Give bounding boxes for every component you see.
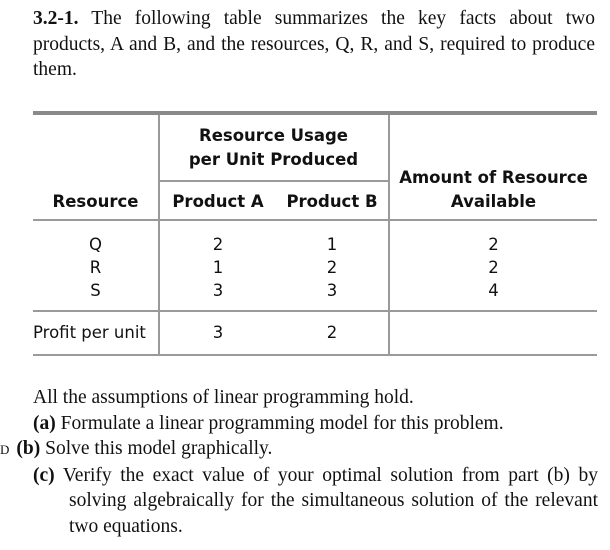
- problem-intro: [33, 6, 595, 83]
- header-product-b: Product B: [286, 192, 378, 211]
- part-b-label: (b): [16, 438, 41, 459]
- row-r-resource: R: [89, 258, 102, 277]
- part-a: [33, 411, 598, 437]
- problem-number: 3.2-1.: [33, 8, 79, 29]
- part-b-text: Solve this model graphically.: [45, 438, 273, 459]
- row-r-available: 2: [488, 258, 499, 277]
- part-c: [33, 463, 598, 540]
- header-resource-usage-line1: Resource Usage: [198, 126, 348, 145]
- table-top-rule: [33, 111, 597, 115]
- row-s-available: 4: [488, 281, 499, 300]
- questions: [0, 385, 598, 539]
- row-r-product-a: 1: [212, 258, 224, 277]
- header-resource-usage-line2: per Unit Produced: [188, 150, 359, 169]
- part-c-label: (c): [33, 464, 55, 486]
- row-r-product-b: 2: [326, 258, 338, 277]
- profit-top-line: [33, 310, 597, 312]
- profit-product-b: 2: [326, 323, 338, 342]
- profit-label: Profit per unit: [33, 323, 146, 342]
- problem-intro-text: The following table summarizes the key facts about two products, A and B, and the resources, Q, R, and S, required to produce them.: [33, 8, 595, 80]
- assumptions-text: All the assumptions of linear programming hold.: [33, 387, 414, 408]
- part-a-label: (a): [33, 412, 56, 434]
- row-s-resource: S: [90, 281, 101, 300]
- header-bottom-line: [33, 219, 597, 221]
- profit-product-a: 3: [212, 323, 224, 342]
- header-available-line1: Amount of Resource: [399, 168, 588, 187]
- group-header-underline: [158, 180, 389, 182]
- row-s-product-b: 3: [326, 281, 338, 300]
- part-a-text: Formulate a linear programming model for this problem.: [60, 412, 504, 434]
- row-q-product-a: 2: [212, 235, 224, 254]
- row-q-resource: Q: [89, 235, 102, 254]
- part-c-text: Verify the exact value of your optimal solution from part (b) by solving algebraically for the simultaneous solution of the relevant two equations.: [62, 464, 598, 537]
- header-available-line2: Available: [450, 192, 537, 211]
- table-bottom-line: [33, 354, 597, 356]
- part-b: [0, 436, 598, 463]
- row-q-available: 2: [488, 235, 499, 254]
- row-q-product-b: 1: [326, 235, 338, 254]
- row-s-product-a: 3: [212, 281, 224, 300]
- header-product-a: Product A: [172, 192, 264, 211]
- header-resource: Resource: [52, 192, 139, 211]
- part-b-marker: D: [0, 442, 10, 457]
